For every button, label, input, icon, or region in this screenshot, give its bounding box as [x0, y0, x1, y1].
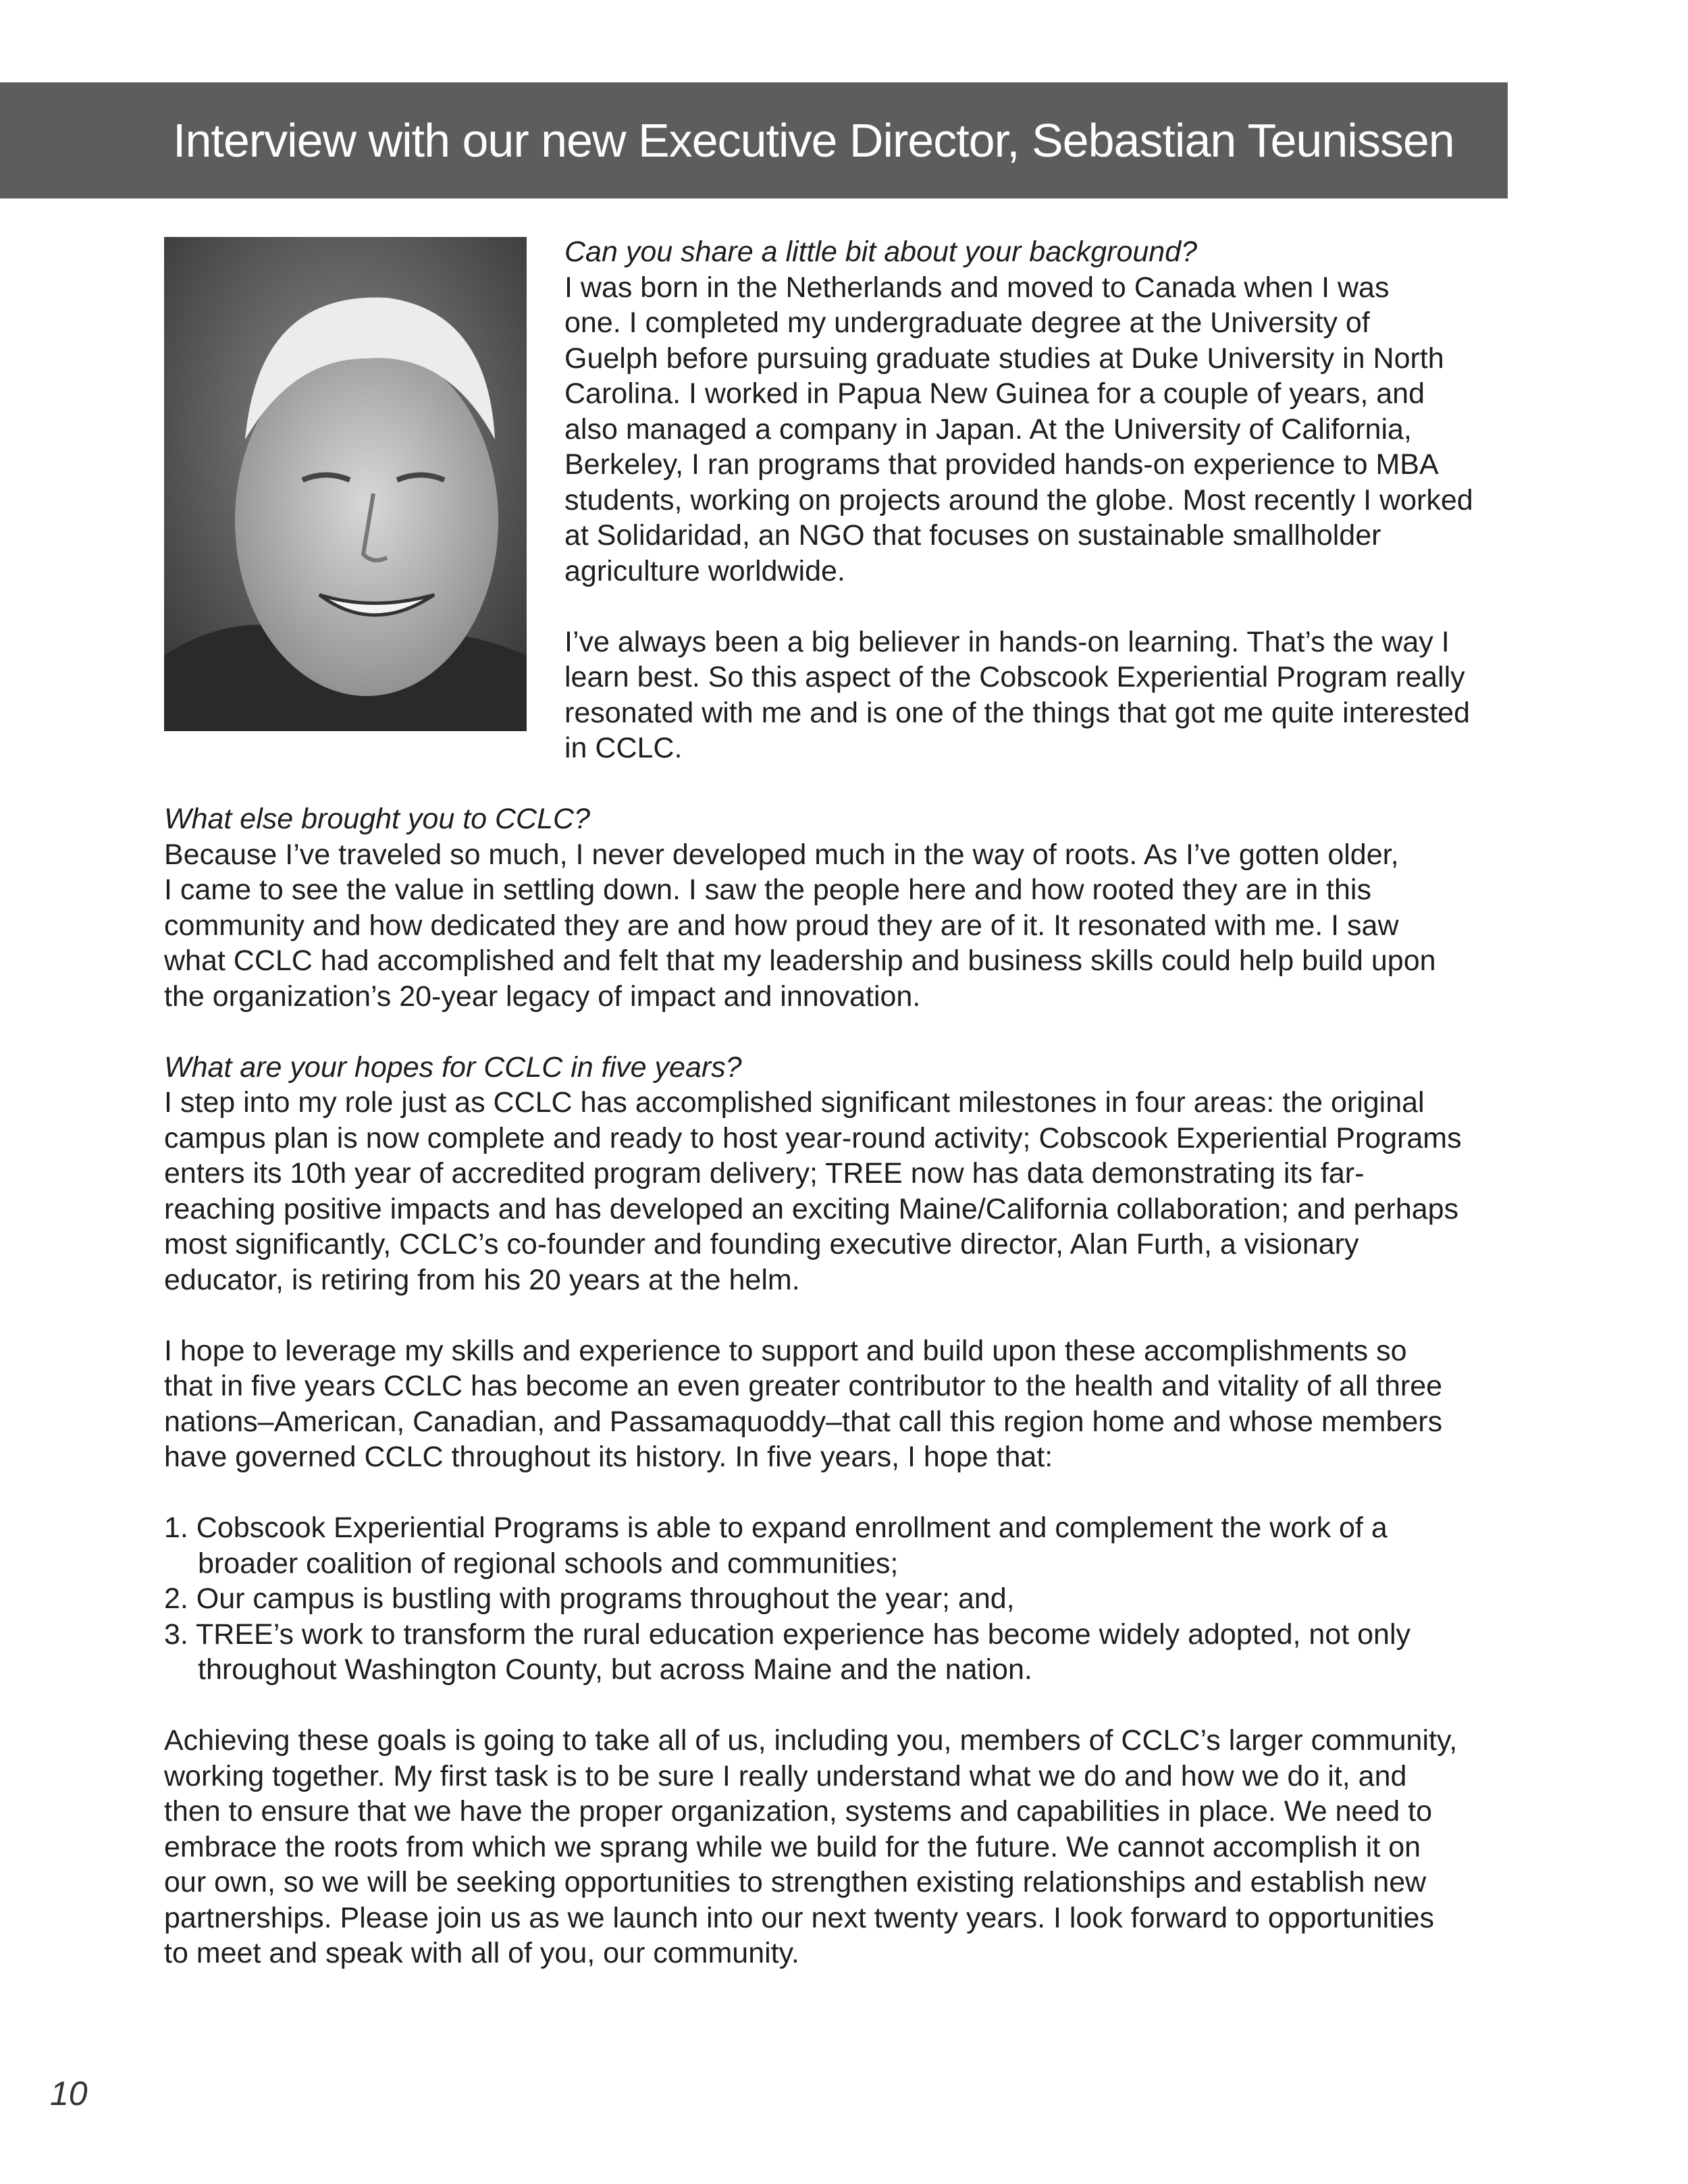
hopes-list: [164, 1510, 1462, 1688]
text-line: Because I’ve traveled so much, I never developed much in the way of roots. As I’ve gotten older,: [164, 838, 1399, 871]
interview-question: [164, 801, 1462, 837]
text-line: have governed CCLC throughout its history. In five years, I hope that:: [164, 1441, 1053, 1473]
paragraph-spacer: [164, 1298, 1462, 1333]
text-line: community and how dedicated they are and how proud they are of it. It resonated with me. I saw: [164, 909, 1399, 942]
text-line: What are your hopes for CCLC in five years?: [164, 1050, 742, 1084]
page-title: Interview with our new Executive Director, Sebastian Teunissen: [173, 114, 1454, 167]
text-line: working together. My first task is to be sure I really understand what we do and how we do it, and: [164, 1759, 1407, 1792]
text-line: nations–American, Canadian, and Passamaquoddy–that call this region home and whose members: [164, 1405, 1443, 1438]
list-item-line: 3. TREE’s work to transform the rural education experience has become widely adopted, not only: [164, 1618, 1411, 1651]
interview-answer: [164, 837, 1462, 1015]
text-line: reaching positive impacts and has developed an exciting Maine/California collaboration; and perhaps: [164, 1192, 1459, 1225]
text-line: educator, is retiring from his 20 years at the helm.: [164, 1263, 800, 1296]
text-line: Carolina. I worked in Papua New Guinea for a couple of years, and: [564, 377, 1425, 410]
text-line: agriculture worldwide.: [564, 554, 845, 587]
portrait-image: [164, 237, 527, 731]
header-banner: [0, 82, 1508, 198]
text-line: I hope to leverage my skills and experience to support and build upon these accomplishments so: [164, 1334, 1407, 1367]
interview-answer: [164, 1723, 1462, 1971]
text-line: learn best. So this aspect of the Cobscook Experiential Program really: [564, 661, 1465, 693]
text-line: also managed a company in Japan. At the University of California,: [564, 412, 1412, 446]
text-line: What else brought you to CCLC?: [164, 803, 590, 835]
interview-question: [564, 234, 1473, 270]
text-line: I step into my role just as CCLC has accomplished significant milestones in four areas: the original: [164, 1086, 1425, 1119]
text-line: what CCLC had accomplished and felt that my leadership and business skills could help build upon: [164, 944, 1436, 977]
text-line: Can you share a little bit about your background?: [564, 236, 1198, 268]
interview-answer: [564, 624, 1473, 766]
text-line: students, working on projects around the globe. Most recently I worked: [564, 483, 1473, 516]
list-item-line: 1. Cobscook Experiential Programs is able to expand enrollment and complement the work of a: [164, 1512, 1388, 1544]
interview-answer: [164, 1333, 1462, 1475]
text-line: Berkeley, I ran programs that provided hands-on experience to MBA: [564, 448, 1439, 481]
list-item-line: 2. Our campus is bustling with programs throughout the year; and,: [164, 1582, 1015, 1615]
text-line: at Solidaridad, an NGO that focuses on sustainable smallholder: [564, 519, 1381, 552]
interview-answer: [164, 1085, 1462, 1298]
paragraph-spacer: [564, 589, 1473, 624]
text-line: that in five years CCLC has become an even greater contributor to the health and vitality of all three: [164, 1370, 1443, 1402]
paragraph-spacer: [164, 1688, 1462, 1724]
main-column: [164, 801, 1462, 1971]
text-line: I was born in the Netherlands and moved to Canada when I was: [564, 271, 1390, 304]
text-line: to meet and speak with all of you, our community.: [164, 1937, 799, 1969]
portrait-photo: [164, 237, 527, 731]
text-line: I came to see the value in settling down. I saw the people here and how rooted they are in this: [164, 874, 1371, 906]
text-line: embrace the roots from which we sprang while we build for the future. We cannot accomplish it on: [164, 1830, 1421, 1863]
text-line: most significantly, CCLC’s co-founder and founding executive director, Alan Furth, a visionary: [164, 1228, 1359, 1260]
text-line: resonated with me and is one of the things that got me quite interested: [564, 696, 1470, 729]
intro-column: [564, 234, 1473, 766]
text-line: Achieving these goals is going to take all of us, including you, members of CCLC’s larger community,: [164, 1724, 1458, 1757]
paragraph-spacer: [164, 1014, 1462, 1050]
text-line: in CCLC.: [564, 732, 683, 764]
text-line: I’ve always been a big believer in hands-on learning. That’s the way I: [564, 625, 1450, 658]
interview-answer: [564, 270, 1473, 589]
text-line: Guelph before pursuing graduate studies at Duke University in North: [564, 342, 1444, 375]
text-line: campus plan is now complete and ready to host year-round activity; Cobscook Experiential Programs: [164, 1121, 1462, 1154]
text-line: partnerships. Please join us as we launch into our next twenty years. I look forward to opportunities: [164, 1901, 1435, 1934]
list-item-line: throughout Washington County, but across Maine and the nation.: [198, 1653, 1032, 1686]
text-line: one. I completed my undergraduate degree at the University of: [564, 307, 1370, 339]
list-item-line: broader coalition of regional schools and communities;: [198, 1547, 899, 1580]
text-line: then to ensure that we have the proper organization, systems and capabilities in place. We need to: [164, 1795, 1433, 1828]
interview-question: [164, 1050, 1462, 1086]
text-line: the organization’s 20-year legacy of impact and innovation.: [164, 980, 921, 1013]
page-number: 10: [50, 2075, 88, 2112]
text-line: our own, so we will be seeking opportunities to strengthen existing relationships and establish new: [164, 1866, 1427, 1898]
paragraph-spacer: [164, 1475, 1462, 1511]
text-line: enters its 10th year of accredited program delivery; TREE now has data demonstrating its far-: [164, 1157, 1365, 1190]
